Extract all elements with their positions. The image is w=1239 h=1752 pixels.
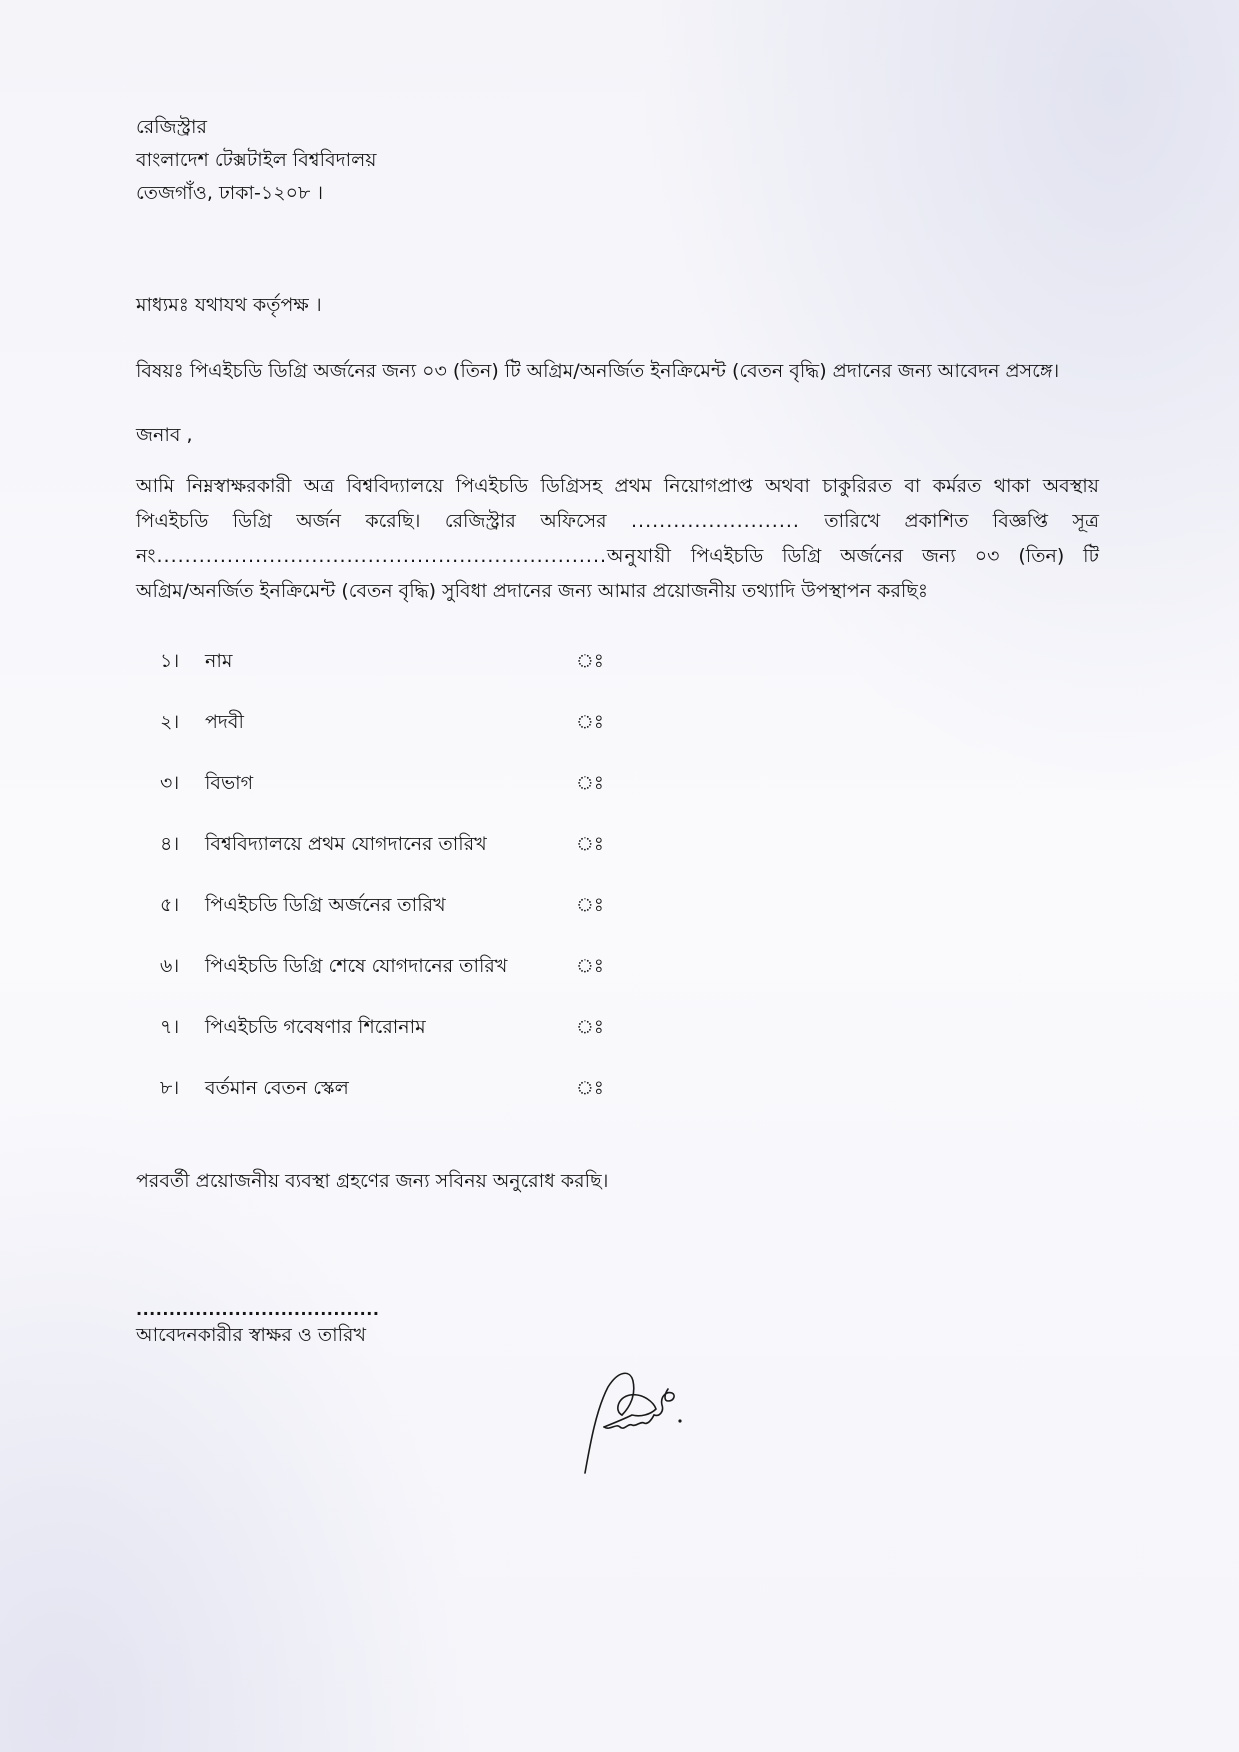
recipient-institution: বাংলাদেশ টেক্সটাইল বিশ্ববিদালয়	[136, 149, 377, 171]
field-label: পিএইচডি ডিগ্রি অর্জনের তারিখ	[205, 894, 446, 916]
body-word: পিএইচডি	[690, 545, 764, 567]
body-paragraph	[136, 469, 1099, 609]
body-word: টি	[1083, 545, 1099, 567]
handwritten-signature	[578, 1365, 688, 1484]
field-number: ৭।	[160, 1016, 180, 1038]
body-word: নং................................................................অনুযায়ী	[136, 545, 672, 567]
field-number: ১।	[160, 650, 180, 672]
signature-line	[136, 1300, 379, 1319]
body-word: অত্র	[303, 475, 335, 497]
subject-line: বিষয়ঃ পিএইচডি ডিগ্রি অর্জনের জন্য ০৩ (তিন) টি অগ্রিম/অনর্জিত ইনক্রিমেন্ট (বেতন বৃদ্ধি) প্রদানের জন্য আবেদন প্রসঙ্গে।	[136, 360, 1060, 382]
signature-dotted-line: .....................................	[136, 1300, 380, 1319]
field-number: ৩।	[160, 772, 180, 794]
field-number: ৫।	[160, 894, 180, 916]
field-number: ৮।	[160, 1077, 180, 1099]
body-word: বিশ্ববিদ্যালয়ে	[346, 475, 444, 497]
body-word: প্রকাশিত	[904, 510, 969, 532]
body-word: অর্জনের	[840, 545, 904, 567]
body-word: রেজিস্ট্রার	[444, 510, 516, 532]
field-separator: ঃ	[576, 711, 604, 733]
field-separator: ঃ	[576, 772, 604, 794]
body-word: ডিগ্রি	[232, 510, 272, 532]
signature-label: আবেদনকারীর স্বাক্ষর ও তারিখ	[136, 1324, 366, 1346]
body-line-4-text: অগ্রিম/অনর্জিত ইনক্রিমেন্ট (বেতন বৃদ্ধি) সুবিধা প্রদানের জন্য আমার প্রয়োজনীয় তথ্যাদি উপস্থাপন করছিঃ	[136, 580, 928, 602]
field-separator: ঃ	[576, 955, 604, 977]
field-label: পিএইচডি ডিগ্রি শেষে যোগদানের তারিখ	[205, 955, 508, 977]
body-line-4	[136, 574, 1099, 609]
closing-request: পরবর্তী প্রয়োজনীয় ব্যবস্থা গ্রহণের জন্য সবিনয় অনুরোধ করছি।	[136, 1170, 609, 1192]
body-word: ........................	[631, 510, 800, 532]
body-word: ০৩	[974, 545, 1000, 567]
body-word: অথবা	[765, 475, 810, 497]
body-line-3	[136, 539, 1099, 574]
field-number: ৬।	[160, 955, 180, 977]
body-word: আমি	[136, 475, 175, 497]
field-label: বিশ্ববিদ্যালয়ে প্রথম যোগদানের তারিখ	[205, 833, 487, 855]
body-word: জন্য	[921, 545, 956, 567]
body-word: অফিসের	[540, 510, 607, 532]
field-label: বর্তমান বেতন স্কেল	[205, 1077, 349, 1099]
body-word: পিএইচডি	[455, 475, 529, 497]
body-word: কর্মরত	[932, 475, 982, 497]
body-word: পিএইচডি	[136, 510, 209, 532]
body-word: সূত্র	[1072, 510, 1099, 532]
via-line: মাধ্যমঃ যথাযথ কর্তৃপক্ষ ।	[136, 294, 322, 316]
body-word: বা	[904, 475, 921, 497]
recipient-designation: রেজিস্ট্রার	[136, 116, 207, 138]
salutation: জনাব ,	[136, 424, 193, 446]
body-word: ডিগ্রিসহ	[540, 475, 603, 497]
body-line-2	[136, 504, 1099, 539]
field-number: ৪।	[160, 833, 180, 855]
recipient-address	[136, 118, 377, 217]
field-separator: ঃ	[576, 1016, 604, 1038]
body-word: প্রথম	[614, 475, 652, 497]
body-word: চাকুরিরত	[822, 475, 892, 497]
body-word: (তিন)	[1018, 545, 1065, 567]
field-label: পিএইচডি গবেষণার শিরোনাম	[205, 1016, 426, 1038]
body-word: বিজ্ঞপ্তি	[992, 510, 1049, 532]
field-number: ২।	[160, 711, 180, 733]
body-word: তারিখে	[824, 510, 881, 532]
field-separator: ঃ	[576, 1077, 604, 1099]
field-separator: ঃ	[576, 650, 604, 672]
field-label: নাম	[205, 650, 233, 672]
body-line-1	[136, 469, 1099, 504]
body-word: করেছি।	[365, 510, 421, 532]
field-separator: ঃ	[576, 833, 604, 855]
field-label: বিভাগ	[205, 772, 254, 794]
body-word: অর্জন	[296, 510, 341, 532]
body-word: ডিগ্রি	[782, 545, 822, 567]
field-label: পদবী	[205, 711, 244, 733]
body-word: নিয়োগপ্রাপ্ত	[663, 475, 753, 497]
signature-scribble-icon	[578, 1365, 688, 1480]
recipient-location: তেজগাঁও, ঢাকা-১২০৮ ।	[136, 182, 324, 204]
field-separator: ঃ	[576, 894, 604, 916]
body-word: নিম্নস্বাক্ষরকারী	[186, 475, 292, 497]
body-word: অবস্থায়	[1042, 475, 1099, 497]
body-word: থাকা	[993, 475, 1031, 497]
